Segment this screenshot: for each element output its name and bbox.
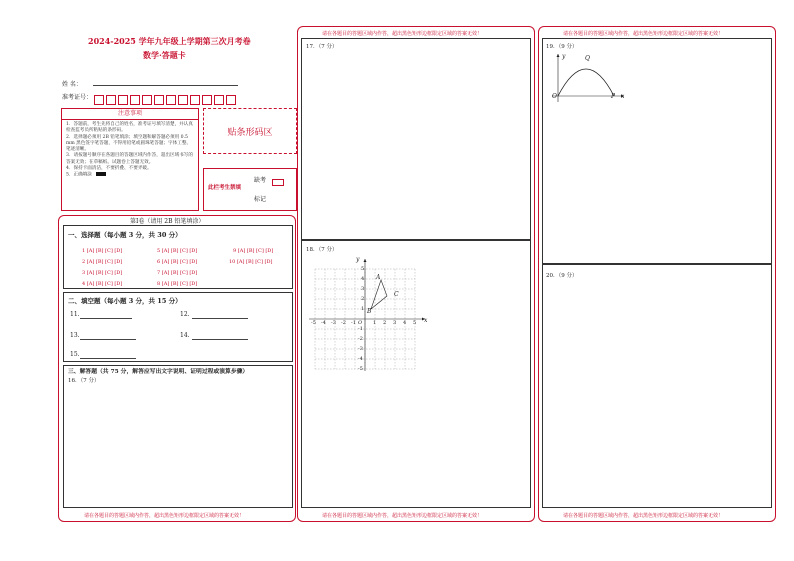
point-b-label: B (367, 308, 372, 315)
warning-left: 请在各题目的答题区域内作答，超出黑色矩形边框限定区域的答案无效！ (84, 513, 245, 519)
grid-x-tick: -3 (331, 320, 336, 326)
grid-x-tick: -1 (351, 320, 356, 326)
exam-subtitle: 数学·答题卡 (143, 50, 186, 60)
barcode-area (203, 108, 297, 154)
fill-q11-answer[interactable] (80, 318, 132, 319)
fill-section-title: 二、填空题（每小题 3 分，共 15 分） (68, 297, 182, 305)
choice-q2[interactable]: 2 [A] [B] [C] [D] (82, 259, 123, 265)
grid-y-tick: 3 (361, 286, 365, 292)
choice-q10[interactable]: 10 [A] [B] [C] [D] (229, 259, 273, 265)
point-a-label: A (376, 274, 381, 281)
grid-origin: O (358, 320, 363, 326)
q18-label: 18．（7 分） (306, 247, 338, 253)
notice-item: 1．答题前，考生先将自己的姓名，准考证号填写清楚，并认真检查监考员所粘贴的条形码。 (66, 122, 193, 134)
choice-section-title: 一、选择题（每小题 3 分，共 30 分） (68, 231, 182, 239)
grid-y-tick: 4 (361, 276, 365, 282)
warning-middle-top: 请在各题目的答题区域内作答，超出黑色矩形边框限定区域的答案无效！ (322, 31, 483, 37)
fill-q13-label: 13. (70, 332, 80, 339)
q20-box (542, 264, 772, 508)
exam-number-label: 准考证号： (62, 94, 93, 101)
choice-q5[interactable]: 5 [A] [B] [C] [D] (157, 248, 198, 254)
barcode-label: 贴条形码区 (227, 128, 273, 138)
notice-item: 2．选择题必须用 2B 铅笔填涂；填空题和解答题必须用 0.5 mm 黑色签字笔答题，不得用铅笔或圆珠笔答题；字体工整、笔迹清晰。 (66, 134, 192, 153)
absent-box (203, 168, 297, 211)
fill-q12-answer[interactable] (192, 318, 248, 319)
name-field[interactable] (93, 85, 238, 86)
q17-label: 17．（7 分） (306, 44, 338, 50)
grid-y-tick: -3 (358, 346, 363, 352)
fill-q11-label: 11. (70, 311, 80, 318)
choice-q4[interactable]: 4 [A] [B] [C] [D] (82, 281, 123, 287)
grid-y-label: y (356, 256, 360, 263)
graph-peak-label: Q (585, 55, 590, 62)
graph-y-label: y (562, 53, 566, 60)
grid-x-tick: -5 (311, 320, 316, 326)
exam-number-boxes[interactable] (94, 89, 238, 108)
point-c-label: C (394, 291, 399, 298)
notice-box (61, 108, 199, 211)
choice-q9[interactable]: 9 [A] [B] [C] [D] (233, 248, 274, 254)
grid-x-tick: 1 (373, 320, 377, 326)
grid-y-tick: 2 (361, 296, 365, 302)
grid-x-tick: -4 (321, 320, 326, 326)
absent-label: 此栏考生禁填 (208, 185, 242, 191)
notice-item: 4．保持卡面清洁，不要折叠、不要弄破。 (66, 166, 152, 172)
warning-middle-bottom: 请在各题目的答题区域内作答，超出黑色矩形边框限定区域的答案无效！ (322, 513, 483, 519)
q19-label: 19．（9 分） (546, 44, 578, 50)
grid-x-tick: -2 (341, 320, 346, 326)
absent-mark-label: 缺考 (254, 177, 267, 184)
solve-section-title: 三、解答题（共 75 分，解答应写出文字说明、证明过程或演算步骤） (68, 369, 249, 375)
grid-x-tick: 2 (383, 320, 387, 326)
solve-section (63, 365, 293, 508)
fill-q14-label: 14. (180, 332, 190, 339)
choice-q1[interactable]: 1 [A] [B] [C] [D] (82, 248, 123, 254)
grid-y-tick: -2 (358, 336, 363, 342)
notice-item: 3．请按题号顺序在各题目的答题区域内作答，超出区域书写的答案无效；在草稿纸、试题卷上答题无效。 (66, 153, 193, 165)
fill-q13-answer[interactable] (80, 339, 136, 340)
graph-end-label: P (611, 93, 616, 100)
fill-q12-label: 12. (180, 311, 190, 318)
graph-x-label: x (621, 93, 625, 100)
grid-x-tick: 5 (413, 320, 417, 326)
fill-q15-answer[interactable] (80, 358, 136, 359)
grid-y-tick: 5 (361, 266, 365, 272)
choice-q3[interactable]: 3 [A] [B] [C] [D] (82, 270, 123, 276)
absent-mark-label-2: 标记 (254, 196, 267, 203)
q17-box (301, 38, 531, 240)
part1-banner: 第Ⅰ卷（请用 2B 铅笔填涂） (130, 218, 205, 225)
graph-origin-label: O (552, 93, 557, 100)
fill-q14-answer[interactable] (192, 339, 248, 340)
name-label: 姓 名： (62, 81, 82, 88)
grid-x-tick: 4 (403, 320, 407, 326)
notice-title: 注意事项 (62, 109, 198, 120)
grid-y-tick: 1 (361, 306, 365, 312)
grid-y-tick: -4 (358, 356, 363, 362)
correct-fill-example: 5．正确填涂 (66, 172, 194, 179)
fill-q15-label: 15. (70, 351, 80, 358)
warning-right-bottom: 请在各题目的答题区域内作答，超出黑色矩形边框限定区域的答案无效！ (563, 513, 724, 519)
grid-x-tick: 3 (393, 320, 397, 326)
choice-q6[interactable]: 6 [A] [B] [C] [D] (157, 259, 198, 265)
q16-label: 16．（7 分） (68, 378, 100, 384)
choice-q8[interactable]: 8 [A] [B] [C] [D] (157, 281, 198, 287)
absent-checkbox[interactable] (272, 179, 284, 186)
grid-x-label: x (424, 317, 428, 324)
grid-y-tick: -5 (358, 366, 363, 372)
choice-q7[interactable]: 7 [A] [B] [C] [D] (157, 270, 198, 276)
filled-box-icon (96, 172, 106, 176)
exam-title: 2024-2025 学年九年级上学期第三次月考卷 (88, 36, 251, 46)
q20-label: 20．（9 分） (546, 273, 578, 279)
warning-right-top: 请在各题目的答题区域内作答，超出黑色矩形边框限定区域的答案无效！ (563, 31, 724, 37)
grid-y-tick: -1 (358, 326, 363, 332)
